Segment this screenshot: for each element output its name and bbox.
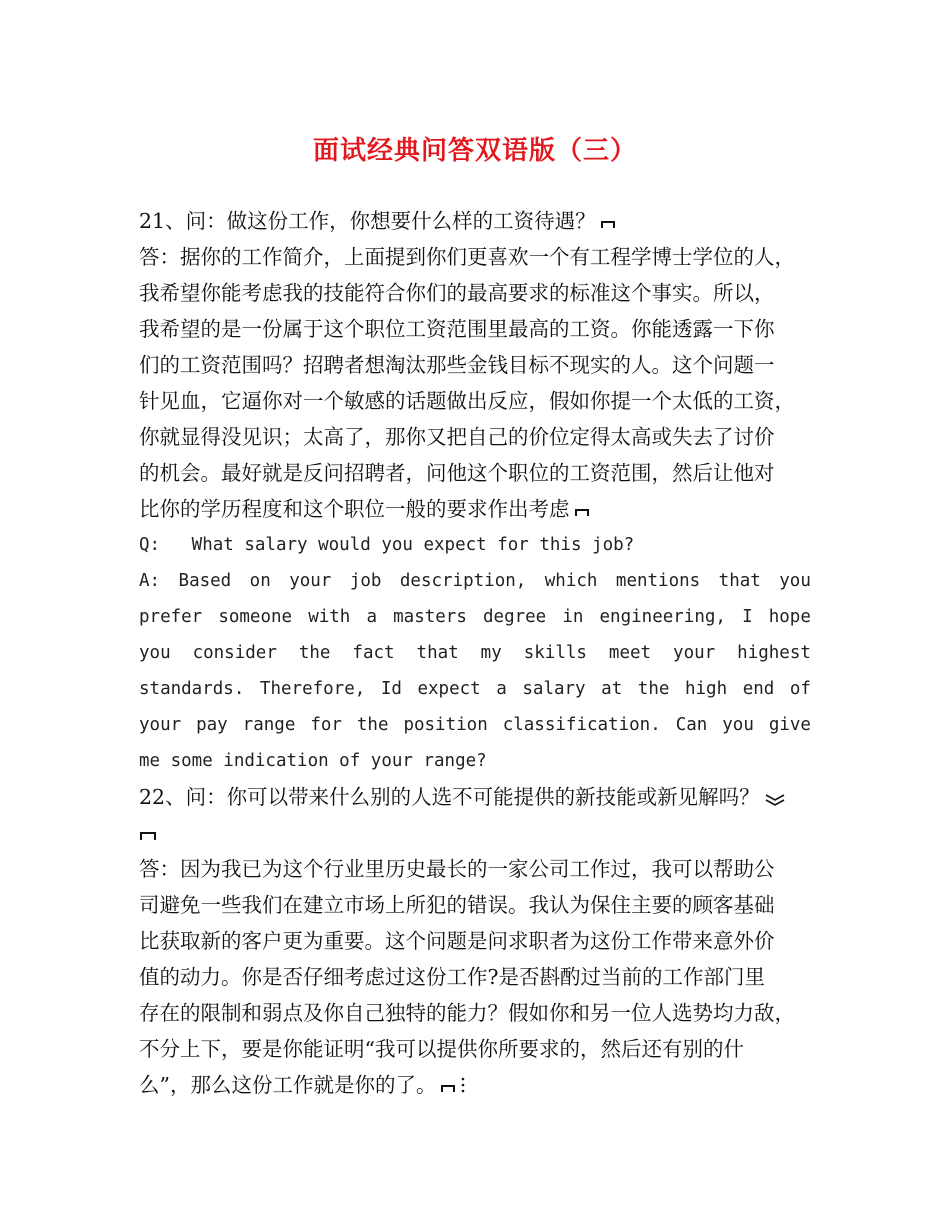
answer-22-line-6: 不分上下，要是你能证明“我可以提供你所要求的，然后还有别的什: [139, 1037, 744, 1061]
answer-22-line-5: 存在的限制和弱点及你自己独特的能力？假如你和另一位人选势均力敌，: [139, 1001, 795, 1025]
word: of: [789, 679, 811, 699]
word: salary: [522, 679, 586, 699]
english-answer-21-line-5: [139, 711, 811, 739]
vertical-ellipsis-icon: [460, 1073, 466, 1101]
question-21-text: 21、问：做这份工作，你想要什么样的工资待遇？: [139, 209, 596, 233]
answer-21-line-4: 们的工资范围吗？招聘者想淘汰那些金钱目标不现实的人。这个问题一: [139, 353, 775, 377]
word: you: [779, 571, 811, 591]
word: for: [310, 715, 342, 735]
word: Based: [178, 571, 232, 591]
english-answer-21-line-1: [139, 567, 811, 595]
word: you: [722, 715, 754, 735]
word: engineering,: [599, 607, 726, 627]
answer-22-line-1: 答：因为我已为这个行业里历史最长的一家公司工作过，我可以帮助公: [139, 857, 775, 881]
word: skills: [523, 643, 587, 663]
word: meet: [608, 643, 652, 663]
answer-22-line-7: [139, 1071, 819, 1101]
answer-22-line-2: 司避免一些我们在建立市场上所犯的错误。我认为保住主要的顾客基础: [139, 893, 775, 917]
word: your: [673, 643, 716, 663]
english-answer-21-line-3: [139, 639, 811, 667]
word: give: [768, 715, 811, 735]
question-22: [139, 783, 819, 813]
word: standards.: [139, 679, 245, 699]
english-answer-21-line-6: [139, 747, 811, 775]
word: with: [308, 607, 351, 627]
word: end: [742, 679, 775, 699]
return-mark-icon: [574, 497, 590, 525]
word: high: [684, 679, 728, 699]
word: hope: [768, 607, 811, 627]
word: mentions: [615, 571, 701, 591]
word: Therefore,: [259, 679, 366, 699]
answer-21-line-6: 你就显得没见识；太高了，那你又把自己的价位定得太高或失去了讨价: [139, 425, 775, 449]
word: a: [366, 607, 378, 627]
answer-21-line-5: 针见血，它逼你对一个敏感的话题做出反应，假如你提一个太低的工资，: [139, 389, 795, 413]
answer-21-line-8-text: 比你的学历程度和这个职位一般的要求作出考虑: [139, 497, 570, 521]
word: on: [249, 571, 271, 591]
answer-22-line-7-text: 么”，那么这份工作就是你的了。: [139, 1073, 437, 1097]
word: expect: [417, 679, 481, 699]
word: Can: [675, 715, 708, 735]
answer-22-line-4: 值的动力。你是否仔细考虑过这份工作?是否斟酌过当前的工作部门里: [139, 965, 765, 989]
word: the: [298, 643, 331, 663]
word: pay: [196, 715, 228, 735]
word: someone: [218, 607, 293, 627]
english-answer-21-line-2: [139, 603, 811, 631]
word: classification.: [502, 715, 661, 735]
question-21: [139, 207, 819, 237]
question-22-text: 22、问：你可以带来什么别的人选不可能提供的新技能或新见解吗？: [139, 785, 760, 809]
word: job: [349, 571, 382, 591]
word: a: [496, 679, 507, 699]
document-title: 面试经典问答双语版（三）: [312, 136, 637, 166]
answer-21-line-8: [139, 495, 819, 525]
english-answer-21-line-6-text: me some indication of your range?: [139, 751, 487, 771]
word: which: [544, 571, 598, 591]
word: prefer: [139, 607, 203, 627]
word: description,: [399, 571, 527, 591]
word: you: [139, 643, 171, 663]
word: degree: [483, 607, 547, 627]
return-mark-icon: [600, 209, 616, 237]
answer-21-line-1: 答：据你的工作简介，上面提到你们更喜欢一个有工程学博士学位的人，: [139, 245, 795, 269]
return-mark-icon: [139, 821, 157, 849]
return-mark-icon: [440, 1073, 456, 1101]
word: A:: [139, 571, 161, 591]
english-question-21: [139, 531, 811, 559]
word: your: [289, 571, 332, 591]
word: my: [480, 643, 502, 663]
word: the: [356, 715, 389, 735]
word: masters: [393, 607, 467, 627]
word: consider: [192, 643, 277, 663]
word: the: [637, 679, 670, 699]
answer-21-line-7: 的机会。最好就是反问招聘者，问他这个职位的工资范围，然后让他对: [139, 461, 775, 485]
english-question-21-text: Q: What salary would you expect for this job?: [139, 535, 635, 555]
english-answer-21-line-4: [139, 675, 811, 703]
double-chevron-down-icon: [764, 785, 786, 813]
word: position: [403, 715, 488, 735]
answer-21-line-3: 我希望的是一份属于这个职位工资范围里最高的工资。你能透露一下你: [139, 317, 775, 341]
word: at: [601, 679, 623, 699]
word: that: [718, 571, 761, 591]
word: range: [242, 715, 296, 735]
word: Id: [380, 679, 402, 699]
word: fact: [352, 643, 395, 663]
word: highest: [737, 643, 811, 663]
word: I: [742, 607, 753, 627]
answer-22-line-3: 比获取新的客户更为重要。这个问题是问求职者为这份工作带来意外价: [139, 929, 775, 953]
word: that: [416, 643, 459, 663]
return-mark-line: [139, 819, 819, 849]
answer-21-line-2: 我希望你能考虑我的技能符合你们的最高要求的标准这个事实。所以，: [139, 281, 775, 305]
word: your: [139, 715, 182, 735]
word: in: [562, 607, 584, 627]
